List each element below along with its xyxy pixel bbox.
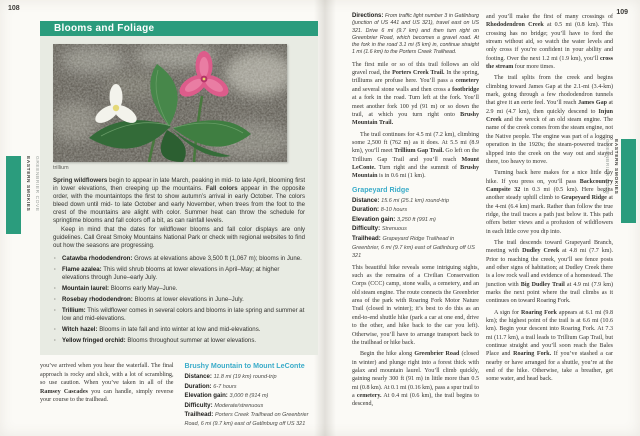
stat-row: Duration: 8-10 hours bbox=[352, 206, 408, 214]
list-item: · Catawba rhododendron: Grows at elevations above 3,500 ft (1,067 m); blooms in June. bbox=[53, 255, 305, 263]
hike-title-grapeyard: Grapeyard Ridge bbox=[352, 185, 410, 194]
bloom-species-list bbox=[53, 255, 305, 345]
feature-body bbox=[40, 36, 318, 355]
body-paragraph: you’ve arrived when you hear the waterfall. The final approach is rocky and slick, with a lot of scrambling, so use caution. When you’ve taken in all of the Ramsey Cascades you can handle, simply reverse your course to the trailhead. bbox=[40, 363, 174, 404]
section-tab-color-block bbox=[6, 156, 21, 234]
body-paragraph: The trail splits from the creek and begins climbing toward James Gap at the 2.1-mi (3.4-km) mark, going through a few rhododendron tunnels that give it an eerie feel. You’ll reach James Gap at 2.9 mi (4.7 km), then quickly descend to Injun Creek and the wreck of an old steam engine. The name of the creek comes from the steam engine, not the Native people. The engine was part of a logging operation in the 1920s; the steam-powered tractor slipped into the creek on the way out and stayed there, too heavy to move. bbox=[486, 75, 613, 165]
list-item: · Rosebay rhododendron: Blooms at lower elevations in June–July. bbox=[53, 296, 305, 304]
list-item: · Yellow fringed orchid: Blooms throughout summer at lower elevations. bbox=[53, 337, 305, 345]
body-paragraph: Turning back here makes for a nice little day hike. If you press on, you’ll pass Backcountry Campsite 32 in 0.3 mi (0.5 km). Here begins another steady uphill climb to Grapeyard Ridge at the 4-mi (6.4 km) mark. Rather than follow the true ridge, the trail traces a path just below it. This path offers better views and a profusion of wildflowers in each little cove you dip into. bbox=[486, 170, 613, 235]
section-tab-subtitle: GREENBRIER COVE bbox=[34, 156, 39, 212]
body-paragraph: A sign for Roaring Fork appears at 6.1 mi (9.8 km); the highest point of the trail is at 6.6 mi (10.6 km). Begin your descent into Roaring Fork. At 7.3 mi (11.7 km), a trail leads to Trillium Gap Trail, but continue straight and you’ll soon reach the Bales Place and Roaring Fork. If you’ve stashed a car nearby or have arranged for a shuttle, you’re at the end of the hike. Otherwise, take a breather, get some water, and head back. bbox=[486, 309, 614, 383]
stat-row: Distance: 15.6 mi (25.1 km) round-trip bbox=[352, 196, 449, 204]
stat-row: Difficulty: Moderate/strenuous bbox=[184, 401, 264, 409]
feature-intro-paragraph: Spring wildflowers begin to appear in late March, peaking in mid- to late April, blooming first in lower elevations, then creeping up the mountains. Fall colors appear in the opposite order, with the mountaintops the first to show autumn’s arrival in early October. The colors bleed down until mid- to late October and early November, when trees from the foot to the crest of the mountains are alight with color. Summer heat can throw the schedule for springtime blooms and fall colors off a bit, as can rainfall levels. bbox=[53, 177, 306, 225]
stat-row: Elevation gain: 3,250 ft (991 m) bbox=[352, 215, 436, 223]
body-paragraph: Begin the hike along Greenbrier Road (closed in winter) and plunge right into a forest thick with galax and mountain laurel. You’ll climb quickly, gaining nearly 300 ft (91 m) in little more than 0.5 mi (0.8 km). At 0.1 mi (0.16 km), pass a spur trail to a cemetery. At 0.4 mi (0.6 km), the trail begins to descend, bbox=[352, 351, 479, 408]
trillium-photo bbox=[53, 44, 287, 162]
stat-row: Duration: 6-7 hours bbox=[184, 382, 237, 390]
stat-row: Elevation gain: 3,000 ft (914 m) bbox=[184, 392, 269, 400]
trillium-photo-image bbox=[53, 44, 287, 162]
section-tab-subtitle: GREENBRIER COVE bbox=[604, 139, 609, 195]
stat-row: Distance: 11.8 mi (19 km) round-trip bbox=[184, 373, 277, 380]
ramsey-cascades-text-column bbox=[40, 362, 174, 430]
hike-stats-leconte bbox=[185, 362, 319, 430]
body-paragraph: The first mile or so of this trail follows an old gravel road, the Porters Creek Trail. In the spring, trilliums are profuse here. You’ll pass a cemetery and several stone walls and then cross a footbridge at a fork in the road. Turn left at the fork. You’ll meet another fork 100 yd (91 m) or so down the trail, at which you turn right onto Brushy Mountain Trail. bbox=[352, 61, 479, 127]
section-tab-title: EASTERN SMOKIES bbox=[25, 156, 30, 212]
right-page-column-2 bbox=[486, 13, 613, 384]
body-paragraph: and you’ll make the first of many crossings of Rhododendron Creek at 0.5 mi (0.8 km). This crossing has no bridge; you’ll have to ford the stream without aid, so watch the water levels and only cross if you’re confident in your ability and footing. Over the next 1.2 mi (1.9 km), you’ll cross the stream four more times. bbox=[486, 14, 614, 71]
page-number-left: 108 bbox=[8, 5, 20, 12]
list-item: · Flame azalea: This wild shrub blooms at lower elevations in April–May; at higher elevations through June–early July. bbox=[53, 266, 305, 282]
stat-row: Trailhead: Grapeyard Ridge Trailhead in Greenbrier, 6 mi (9.7 km) east of Gatlinburg off US 321 bbox=[352, 234, 475, 260]
body-paragraph: This beautiful hike reveals some intriguing sights, such as the remains of a Civilian Conservation Corps (CCC) camp, stone walls, a cemetery, and an old steam engine. The route connects the Greenbrier area of the park with Roaring Fork Motor Nature Trail (closed in winter); it’s best to do this as an end-to-end shuttle hike (park a car at one end, drive to the other, and hike back to the car you left). Otherwise, you’ll have to arrange transport back to the trailhead or hike back. bbox=[352, 264, 479, 346]
stat-row: Trailhead: Porters Creek Trailhead on Greenbrier Road, 6 mi (9.7 km) east of Gatlinburg off US 321 bbox=[184, 411, 309, 427]
directions-text: From traffic light number 3 in Gatlinburg (junction of US 441 and US 321), travel east on US 321. Drive 6 mi (9.7 km) and then turn right on Greenbrier Road, which becomes a gravel road. At the fork in the road 3.1 mi (5 km) in, continue straight 1 mi (1.6 km) to the Porters Creek Trailhead. bbox=[352, 13, 479, 56]
list-item: · Witch hazel: Blooms in late fall and into winter at low and mid-elevations. bbox=[53, 326, 305, 334]
body-paragraph: The trail descends toward Grapeyard Branch, meeting with Dudley Creek at 4.8 mi (7.7 km). Prior to reaching the creek, you’ll see fence posts and other signs of habitation; at Dudley Creek there is a low rock wall and evidence of a homestead. The junction with Big Dudley Trail at 4.9 mi (7.9 km) marks the next point where the trail climbs as it continues on toward Roaring Fork. bbox=[486, 239, 613, 305]
directions-paragraph bbox=[352, 13, 479, 57]
list-item: · Trillium: This wildflower comes in several colors and blooms in late spring and summer at low and mid-elevations. bbox=[53, 307, 305, 323]
body-paragraph: The trail continues for 4.5 mi (7.2 km), climbing some 2,500 ft (762 m) as it does. At 5.5 mi (8.9 km), you’ll meet Trillium Gap Trail. Go left on the Trillium Gap Trail and you’ll reach Mount LeConte. Turn right and the summit of Brushy Mountain is in 0.6 mi (1 km). bbox=[352, 131, 479, 180]
directions-label: Directions: bbox=[352, 13, 384, 19]
blooms-and-foliage-box bbox=[40, 21, 318, 355]
feature-title: Blooms and Foliage bbox=[54, 23, 155, 34]
section-tab-title: EASTERN SMOKIES bbox=[613, 139, 618, 195]
photo-caption: trillium bbox=[53, 165, 69, 171]
list-item: · Mountain laurel: Blooms early May–June. bbox=[53, 285, 305, 293]
stat-row: Difficulty: Strenuous bbox=[352, 225, 407, 233]
right-page-column-1 bbox=[352, 13, 479, 409]
page-number-right: 109 bbox=[616, 9, 628, 16]
feature-header-bar bbox=[40, 21, 318, 36]
hike-stats-grapeyard bbox=[352, 197, 479, 261]
section-tab-color-block bbox=[621, 139, 636, 223]
section-tab-left bbox=[6, 156, 39, 234]
feature-intro-paragraph-2: Keep in mind that the dates for wildflower blooms and fall color displays are only guidelines. Call Great Smoky Mountains National Park or check with regional websites to find out how the seasons are progressing. bbox=[53, 225, 305, 249]
left-page-bottom-columns bbox=[40, 362, 318, 430]
hike-title: Brushy Mountain to Mount LeConte bbox=[184, 362, 305, 370]
